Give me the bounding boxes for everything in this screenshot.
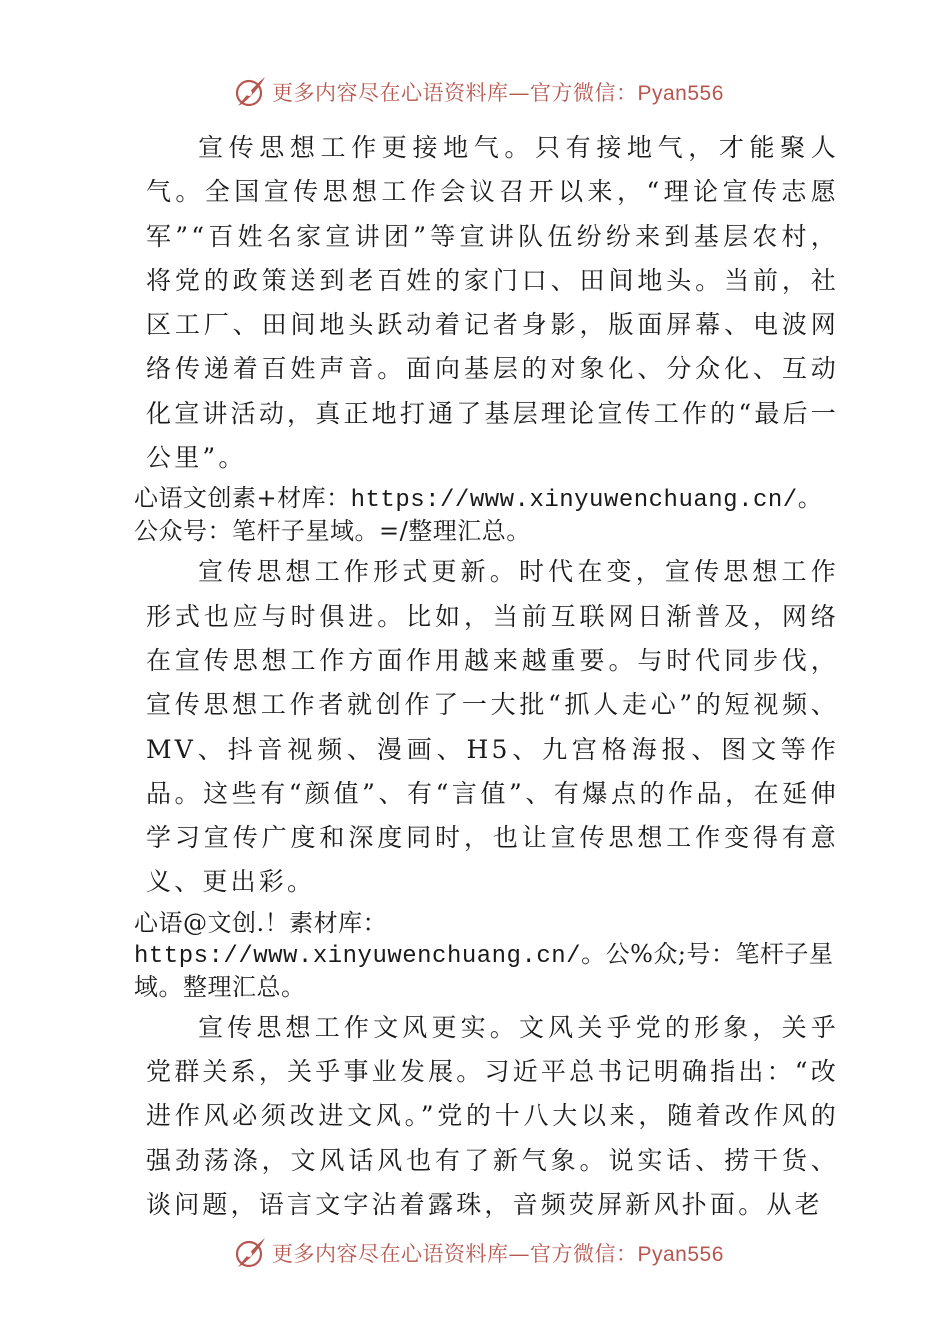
source-note: 心语@文创.！素材库：https://www.xinyuwenchuang.cn/。公%众;号：笔杆子星域。整理汇总。 bbox=[134, 908, 834, 1001]
wechat-id: Pyan556 bbox=[637, 1243, 724, 1266]
wechat-id: Pyan556 bbox=[637, 82, 724, 105]
footer-banner bbox=[232, 1233, 752, 1273]
quill-pen-logo-icon bbox=[232, 74, 268, 110]
source-url: https://www.xinyuwenchuang.cn/ bbox=[350, 487, 798, 515]
banner-text: 更多内容尽在心语资料库—官方微信：Pyan556 bbox=[272, 1242, 724, 1266]
source-url: https://www.xinyuwenchuang.cn/ bbox=[134, 942, 582, 970]
banner-text: 更多内容尽在心语资料库—官方微信：Pyan556 bbox=[272, 81, 724, 105]
quill-pen-logo-icon bbox=[232, 1235, 268, 1271]
paragraph-grounded: 宣传思想工作更接地气。只有接地气，才能聚人气。全国宣传思想工作会议召开以来，“理论宣传志愿军”“百姓名家宣讲团”等宣讲队伍纷纷来到基层农村，将党的政策送到老百姓的家门口、田间地头。当前，社区工厂、田间地头跃动着记者身影，版面屏幕、电波网络传递着百姓声音。面向基层的对象化、分众化、互动化宣讲活动，真正地打通了基层理论宣传工作的“最后一公里”。 bbox=[146, 133, 839, 473]
source-note: 心语文创素+材库：https://www.xinyuwenchuang.cn/。公众号：笔杆子星域。=/整理汇总。 bbox=[134, 484, 823, 546]
paragraph-writing-style: 宣传思想工作文风更实。文风关乎党的形象，关乎党群关系，关乎事业发展。习近平总书记明确指出：“改进作风必须改进文风。”党的十八大以来，随着改作风的强劲荡涤，文风话风也有了新气象。说实话、捞干货、谈问题，语言文字沾着露珠，音频荧屏新风扑面。从老 bbox=[146, 1012, 839, 1219]
header-banner bbox=[232, 72, 752, 112]
document-body bbox=[134, 126, 839, 1227]
paragraph-forms: 宣传思想工作形式更新。时代在变，宣传思想工作形式也应与时俱进。比如，当前互联网日渐普及，网络在宣传思想工作方面作用越来越重要。与时代同步伐，宣传思想工作者就创作了一大批“抓人走心”的短视频、MV、抖音视频、漫画、H5、九宫格海报、图文等作品。这些有“颜值”、有“言值”、有爆点的作品，在延伸学习宣传广度和深度同时，也让宣传思想工作变得有意义、更出彩。 bbox=[146, 557, 839, 897]
